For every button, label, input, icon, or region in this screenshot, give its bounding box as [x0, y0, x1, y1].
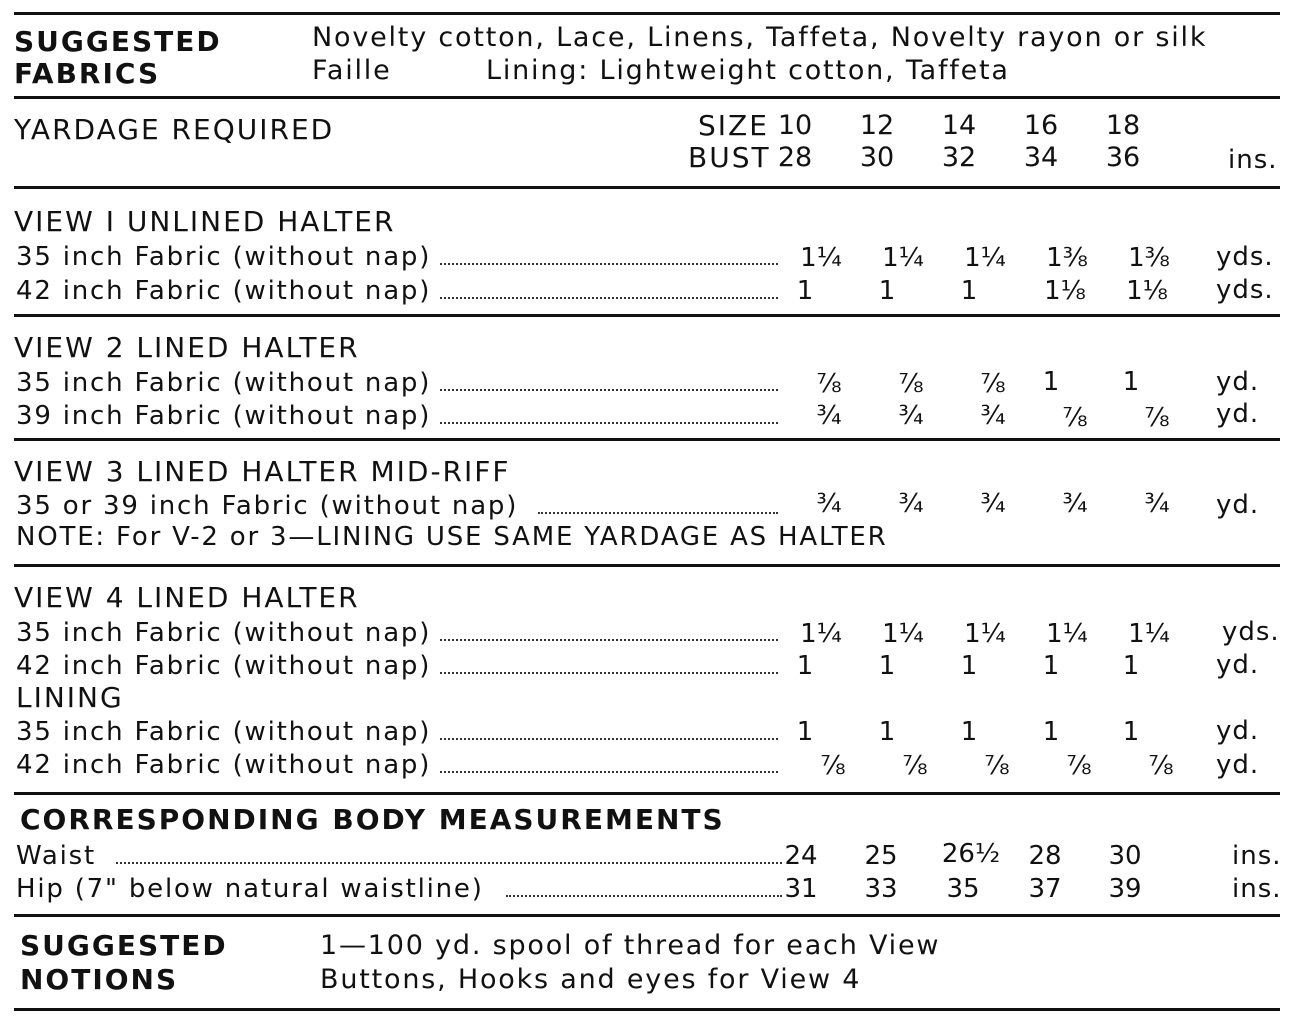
row-value: 1 — [878, 651, 896, 681]
row-value: 33 — [864, 874, 898, 904]
row-unit: ins. — [1232, 874, 1282, 904]
row-value: 30 — [1108, 841, 1142, 871]
row-value: ⅞ — [820, 751, 846, 781]
size-value: 16 — [1023, 110, 1059, 141]
bust-unit: ins. — [1228, 145, 1278, 175]
row-value: ⅞ — [980, 369, 1006, 399]
size-label: SIZE — [698, 109, 769, 142]
divider — [14, 564, 1280, 567]
suggested-notions-heading-2: NOTIONS — [20, 963, 179, 996]
dot-leader — [440, 261, 778, 265]
row-value: ¾ — [816, 401, 842, 431]
row-unit: yd. — [1216, 650, 1260, 680]
row-value: 1¼ — [800, 619, 842, 649]
row-unit: yds. — [1216, 275, 1274, 305]
row-value: ⅞ — [1148, 751, 1174, 781]
row-label: 35 inch Fabric (without nap) — [16, 618, 432, 648]
row-value: 1¼ — [1046, 619, 1088, 649]
row-value: 1 — [960, 717, 978, 747]
suggested-fabrics-heading-1: SUGGESTED — [14, 25, 222, 58]
row-value: 31 — [784, 874, 818, 904]
row-value: ¾ — [1144, 489, 1170, 519]
dot-leader — [440, 670, 778, 674]
dot-leader — [116, 860, 782, 864]
row-value: ¾ — [1062, 489, 1088, 519]
row-label: 35 inch Fabric (without nap) — [16, 717, 432, 747]
dot-leader — [440, 736, 778, 740]
view3-note: NOTE: For V-2 or 3—LINING USE SAME YARDAGE AS HALTER — [16, 522, 888, 552]
row-value: 37 — [1028, 874, 1062, 904]
row-value: 1 — [1042, 367, 1060, 397]
row-value: ¾ — [898, 489, 924, 519]
row-unit: yd. — [1216, 490, 1260, 520]
row-value: 1 — [796, 276, 814, 306]
row-value: 1 — [1122, 717, 1140, 747]
row-unit: yd. — [1216, 750, 1260, 780]
row-value: ⅞ — [902, 751, 928, 781]
row-unit: ins. — [1232, 841, 1282, 871]
bust-label: BUST — [688, 141, 771, 174]
lining-heading: LINING — [16, 681, 124, 714]
dot-leader — [506, 893, 782, 897]
row-value: ⅞ — [984, 751, 1010, 781]
bust-value: 28 — [777, 142, 813, 173]
row-label: 39 inch Fabric (without nap) — [16, 401, 432, 431]
row-value: 1¼ — [1128, 619, 1170, 649]
row-value: 1⅜ — [1046, 243, 1088, 273]
fabrics-list-line-2a: Faille — [312, 55, 392, 86]
row-value: 26½ — [941, 839, 1001, 869]
row-value: 1 — [1122, 651, 1140, 681]
bust-value: 36 — [1105, 142, 1141, 173]
row-label: 42 inch Fabric (without nap) — [16, 276, 432, 306]
view2-heading: VIEW 2 LINED HALTER — [14, 331, 360, 364]
row-value: 1 — [1042, 717, 1060, 747]
row-value: 25 — [864, 841, 898, 871]
fabrics-list-line-2b: Lining: Lightweight cotton, Taffeta — [486, 55, 1010, 86]
row-label: 35 inch Fabric (without nap) — [16, 242, 432, 272]
row-value: 1 — [796, 717, 814, 747]
row-value: 1¼ — [964, 619, 1006, 649]
row-value: 1¼ — [882, 619, 924, 649]
row-value: 1 — [960, 651, 978, 681]
view1-heading: VIEW I UNLINED HALTER — [14, 205, 396, 238]
row-label: 35 or 39 inch Fabric (without nap) — [16, 491, 519, 521]
row-value: 35 — [946, 874, 980, 904]
bust-value: 34 — [1023, 142, 1059, 173]
row-label: Hip (7" below natural waistline) — [16, 874, 484, 904]
row-value: 1⅛ — [1044, 276, 1086, 306]
divider — [14, 314, 1280, 317]
dot-leader — [538, 510, 778, 514]
top-rule — [14, 12, 1280, 15]
dot-leader — [440, 637, 778, 641]
row-value: 1 — [1122, 367, 1140, 397]
row-value: 1⅜ — [1128, 243, 1170, 273]
row-unit: yd. — [1216, 367, 1260, 397]
suggested-fabrics-heading-2: FABRICS — [14, 57, 161, 90]
row-value: 1¼ — [800, 243, 842, 273]
row-value: 28 — [1028, 841, 1062, 871]
size-value: 18 — [1105, 110, 1141, 141]
row-value: ⅞ — [898, 369, 924, 399]
row-value: 39 — [1108, 874, 1142, 904]
row-value: ¾ — [816, 489, 842, 519]
row-value: 1 — [878, 276, 896, 306]
view4-heading: VIEW 4 LINED HALTER — [14, 581, 360, 614]
row-value: ⅞ — [1144, 403, 1170, 433]
row-label: 35 inch Fabric (without nap) — [16, 368, 432, 398]
size-value: 10 — [777, 110, 813, 141]
row-value: 1⅛ — [1126, 276, 1168, 306]
notions-line-2: Buttons, Hooks and eyes for View 4 — [320, 964, 862, 995]
row-unit: yd. — [1216, 716, 1260, 746]
bust-value: 32 — [941, 142, 977, 173]
row-value: ⅞ — [1066, 751, 1092, 781]
body-measurements-heading: CORRESPONDING BODY MEASUREMENTS — [20, 803, 725, 836]
yardage-heading: YARDAGE REQUIRED — [14, 113, 335, 146]
row-value: 1 — [1042, 651, 1060, 681]
row-unit: yds. — [1216, 242, 1274, 272]
bust-value: 30 — [859, 142, 895, 173]
row-value: ⅞ — [816, 369, 842, 399]
row-label: 42 inch Fabric (without nap) — [16, 750, 432, 780]
bottom-rule — [14, 1008, 1280, 1011]
row-label: 42 inch Fabric (without nap) — [16, 651, 432, 681]
row-value: 1 — [796, 651, 814, 681]
view3-heading: VIEW 3 LINED HALTER MID-RIFF — [14, 455, 511, 488]
divider — [14, 186, 1280, 189]
suggested-notions-heading-1: SUGGESTED — [20, 929, 228, 962]
row-value: ¾ — [898, 401, 924, 431]
dot-leader — [440, 420, 778, 424]
row-unit: yd. — [1216, 399, 1260, 429]
notions-line-1: 1—100 yd. spool of thread for each View — [320, 930, 941, 961]
row-value: ¾ — [980, 401, 1006, 431]
fabrics-list-line-1: Novelty cotton, Lace, Linens, Taffeta, Novelty rayon or silk — [312, 22, 1208, 53]
row-unit: yds. — [1222, 617, 1280, 647]
divider — [14, 438, 1280, 441]
divider — [14, 96, 1280, 99]
dot-leader — [440, 295, 778, 299]
size-value: 12 — [859, 110, 895, 141]
size-value: 14 — [941, 110, 977, 141]
row-value: 1 — [878, 717, 896, 747]
divider — [14, 792, 1280, 795]
row-value: 1¼ — [964, 243, 1006, 273]
row-value: 1 — [960, 276, 978, 306]
row-value: 24 — [784, 841, 818, 871]
dot-leader — [440, 769, 778, 773]
row-label: Waist — [16, 841, 96, 871]
dot-leader — [440, 387, 778, 391]
row-value: ⅞ — [1062, 403, 1088, 433]
row-value: 1¼ — [882, 243, 924, 273]
divider — [14, 914, 1280, 917]
row-value: ¾ — [980, 489, 1006, 519]
